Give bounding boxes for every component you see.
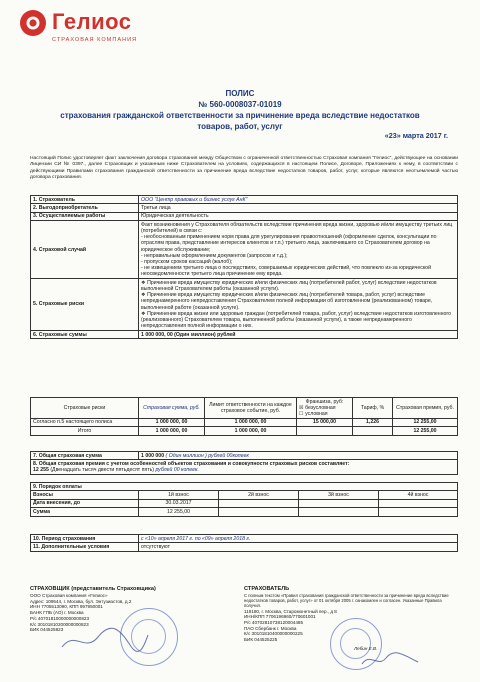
date-label: Дата внесения, до — [31, 499, 139, 507]
brand-name: Гелиос — [52, 9, 132, 34]
empty-cell — [353, 427, 393, 435]
policyholder-head: СТРАХОВАТЕЛЬ — [244, 586, 290, 592]
franchise-option-label: безусловная — [305, 404, 336, 411]
column-header: 4й взнос — [379, 491, 458, 499]
policyholder-note: С полным текстом «Правил страхования гражданской ответственности за причинение вреда вследствие недостатков товаров, работ, услуг» от 01 октября 2005 г. ознакомлен и согласен. Указанные Правила получил. — [244, 593, 449, 609]
beneficiary-label: 2. Выгодоприобретатель — [31, 204, 139, 212]
risk-line: ❖ Причинение вреда имуществу юридических и/или физических лиц (потребителей товара, работ, услуг) вследствие непреднамеренного непредоставления Страхователем полной информации об изготовленном (реализованном) товаре, выполненной работе (оказанной услуге). — [141, 292, 433, 311]
risk-line: ❖ Причинение вреда жизни или здоровью граждан (потребителей товара, работ, услуг) вследствие недостатков изготовленного (реализованного) Страхователем товара, выполненной работы (оказанной услуги), а также непреднамеренного непредоставления полной информации о них. — [141, 310, 452, 330]
insurer-line: БИК 044525823 — [30, 627, 64, 633]
premium-suffix: рублей 00 копеек. — [155, 467, 199, 474]
general-sum-words: ( Один миллион ) рублей 00копеек — [165, 452, 249, 459]
empty-cell — [219, 499, 299, 507]
table-row — [31, 204, 458, 212]
policyholder-line: БИК 044525225 — [244, 637, 278, 643]
insurer-line: Адрес: 109544, г. Москва, бул. Энтузиастов, д.2 — [30, 598, 132, 604]
premium-value — [33, 467, 455, 473]
table-row — [31, 460, 458, 475]
column-header: Взносы — [31, 491, 139, 499]
policyholder-line: К/с 30101810400000000225 — [244, 631, 303, 637]
policyholder-signature: Лебин Е.В. — [354, 645, 378, 651]
risk-line: ❖ Причинение вреда имуществу юридических и/или физических лиц (потребителей работ, услуг) вследствие недостатков выполненной Страхователем работы (оказанной услуги). — [141, 279, 437, 292]
insurer-line: Р/с 40701810000000000823 — [30, 615, 90, 621]
column-header: Лимит ответственности на каждое страховое событие, руб. — [205, 398, 297, 419]
empty-cell — [299, 508, 379, 516]
insured-value: ООО "Центр правовых и бизнес услуг АнК" — [139, 196, 458, 204]
table-row — [31, 483, 458, 491]
sum-cell: 1 000 000, 00 — [139, 418, 205, 426]
premium-words: (Двенадцать тысяч двести пятьдесят пять) — [50, 467, 155, 474]
empty-cell — [379, 499, 458, 507]
empty-cell — [297, 427, 353, 435]
table-row — [31, 452, 458, 460]
franchise-option — [299, 411, 350, 417]
franchise-option-label: условная — [305, 411, 328, 417]
table-header-row — [31, 491, 458, 499]
date-value: 30.03.2017 — [139, 499, 219, 507]
franchise-cell: 15 000,00 — [297, 418, 353, 426]
table-row — [31, 499, 458, 507]
column-header: Страховая премия, руб. — [393, 398, 458, 419]
totals-table — [30, 451, 458, 475]
empty-cell — [219, 508, 299, 516]
event-line: - пропуском сроков кассаций (жалоб); — [141, 258, 233, 265]
risks-value — [139, 279, 458, 331]
activity-label: 3. Осуществляемые работы — [31, 212, 139, 220]
title-subject: страхования гражданской ответственности за причинение вреда вследствие недостатков — [60, 111, 420, 120]
table-row — [31, 279, 458, 331]
activity-value: Юридическая деятельность — [139, 212, 458, 220]
event-line: - не извещением третьего лица о последствиях, совершаемых юридических действий, что повлекло из-за юридической неосведомленности третьего лица причинение ему вреда. — [141, 265, 431, 278]
column-header: Тариф, % — [353, 398, 393, 419]
column-header: 2й взнос — [219, 491, 299, 499]
beneficiary-value: Третьи лица — [139, 204, 458, 212]
period-label: 10. Период страхования — [31, 535, 139, 543]
column-header: Франшиза, руб: — [305, 398, 344, 405]
insurer-signature-scribble — [60, 625, 150, 655]
event-label: 4. Страховой случай — [31, 221, 139, 279]
table-row — [31, 543, 458, 551]
amount-label: Сумма — [31, 508, 139, 516]
risk-name-cell: Согласно п.5 настоящего полиса — [31, 418, 139, 426]
intro-paragraph: Настоящий Полис удостоверяет факт заключения договора страхования между Обществом с ограниченной ответственностью Страховая компания "Гелиос", действующее на основании Лицензии СИ № 0397., далее Страховщик и указанным ниже Страхователем на условиях, содержащихся в настоящем Полисе, Договоре, Приложениях к нему, в соответствии с действующими Правилами страхования гражданской ответственности за причинение вреда вследствие недостатков товаров, работ, услуг, которые являются неотъемлемой частью договора страхования. — [30, 156, 458, 180]
payment-table — [30, 482, 458, 517]
policy-title — [0, 88, 480, 132]
event-line: - неправильным оформлением документов (запросов и т.д.); — [141, 252, 288, 259]
premium-cell — [31, 460, 458, 475]
brand-subtitle: СТРАХОВАЯ КОМПАНИЯ — [52, 37, 138, 43]
premium-number: 12 255 — [33, 467, 49, 474]
total-label: Итого — [31, 427, 139, 435]
column-header: 1й взнос — [139, 491, 219, 499]
sun-logo-icon — [18, 8, 48, 38]
brand-logo — [18, 6, 138, 50]
sum-label: 6. Страховые суммы — [31, 331, 139, 339]
table-row — [31, 196, 458, 204]
premium-label: 8. Общая страховая премия с учетом особенностей объектов страхования и совокупности страховых рисков составляет: — [33, 460, 350, 467]
general-sum-value — [139, 452, 458, 460]
policyholder-line: ИНН/КПП 7706196960/770601001 — [244, 614, 316, 620]
table-row — [31, 418, 458, 426]
insurer-name: ООО Страховая компания «Гелиос» — [30, 593, 108, 598]
policy-date: «23» марта 2017 г. — [384, 131, 448, 140]
period-value: с «10» апреля 2017 г. по «09» апреля 2018 г. — [139, 535, 458, 543]
column-header: Страховая сумма, руб. — [139, 398, 205, 419]
sum-table — [30, 397, 458, 436]
risks-label: 5. Страховые риски — [31, 279, 139, 331]
limit-cell: 1 000 000, 00 — [205, 418, 297, 426]
policyholder-signature-scribble — [360, 650, 420, 670]
insurer-head: СТРАХОВЩИК (представитель Страховщика) — [30, 586, 156, 592]
title-subject-cont: товаров, работ, услуг — [197, 122, 283, 131]
empty-box-icon: ☐ — [299, 411, 304, 417]
event-value — [139, 221, 458, 279]
insurer-line: К/с 30101810200000000823 — [30, 621, 89, 627]
table-row — [31, 212, 458, 220]
general-sum-number: 1 000 000 — [141, 452, 165, 459]
extra-value: отсутствуют — [139, 543, 458, 551]
event-line: Факт возникновения у Страхователя обязательств вследствие причинения вреда жизни, здоровью и/или имуществу третьих лиц (потребителей) в связи с: — [141, 221, 453, 234]
table-row — [31, 331, 458, 339]
table-header-row — [31, 398, 458, 419]
extra-label: 11. Дополнительные условия — [31, 543, 139, 551]
amount-value: 12 255,00 — [139, 508, 219, 516]
insurer-line: БАНК ГПБ (АО) г. Москва — [30, 610, 84, 616]
policyholder-line: Р/с 40702810738120004485 — [244, 620, 304, 626]
total-sum-cell: 1 000 000, 00 — [139, 427, 205, 435]
checked-box-icon: ☒ — [299, 404, 304, 411]
period-table — [30, 534, 458, 552]
empty-cell — [299, 499, 379, 507]
general-sum-label: 7. Общая страховая сумма — [31, 452, 139, 460]
tariff-cell: 1,226 — [353, 418, 393, 426]
table-row — [31, 221, 458, 279]
payment-label: 9. Порядок оплаты — [31, 483, 458, 491]
insured-label: 1. Страхователь — [31, 196, 139, 204]
title-polis: ПОЛИС — [225, 89, 255, 98]
column-header: 3й взнос — [299, 491, 379, 499]
title-number: № 560-0008037-01019 — [198, 100, 282, 109]
franchise-header — [297, 398, 353, 419]
sum-value: 1 000 000, 00 (Один миллион) рублей — [139, 331, 458, 339]
policyholder-line: ПАО Сбербанк г. Москва — [244, 625, 297, 631]
empty-cell — [379, 508, 458, 516]
premium-cell: 12 255,00 — [393, 418, 458, 426]
policyholder-line: 119180, г. Москва, Старомонетный пер., д 8 — [244, 608, 337, 614]
table-row — [31, 427, 458, 435]
table-row — [31, 535, 458, 543]
column-header: Страховые риски — [31, 398, 139, 419]
total-limit-cell: 1 000 000, 00 — [205, 427, 297, 435]
total-premium-cell: 12 255,00 — [393, 427, 458, 435]
table-row — [31, 508, 458, 516]
policy-table — [30, 195, 458, 339]
event-line: - необоснованным применением норм права для урегулирования правоотношений (оформление сделок, консультации по отраслям права, представление интересов клиентов и т.п.) третьего лица, заключившего со Страхователем договор на юридическое обслуживание; — [141, 234, 437, 253]
insurer-line: ИНН 7705513090, КПП 997950001 — [30, 604, 103, 610]
